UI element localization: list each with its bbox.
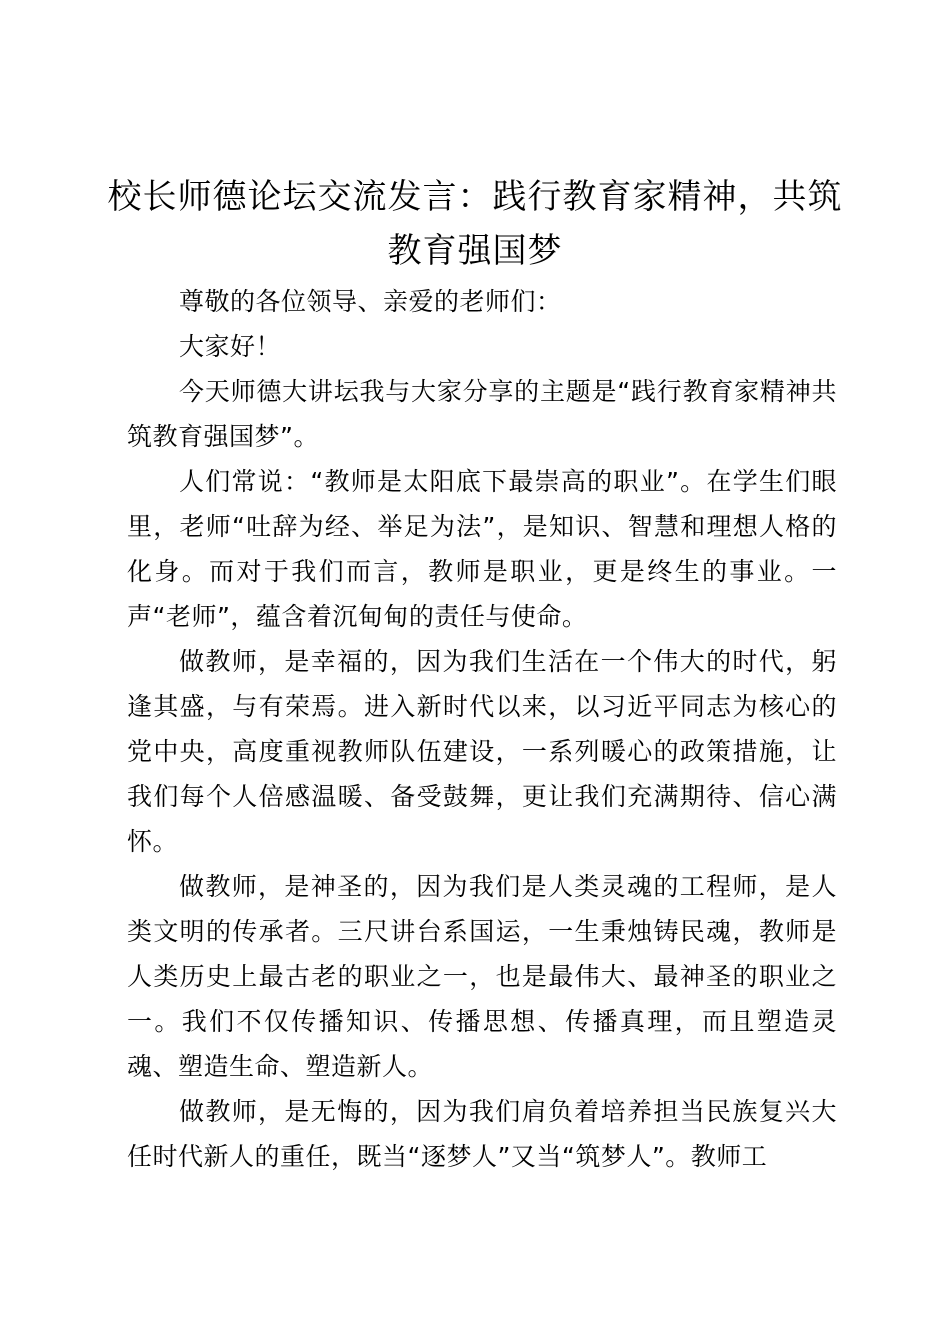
- salutation: 尊敬的各位领导、亲爱的老师们：: [179, 287, 562, 316]
- paragraph-topic: 今天师德大讲坛我与大家分享的主题是“践行教育家精神共筑教育强国梦”。: [127, 377, 837, 451]
- paragraph-happiness: 做教师，是幸福的，因为我们生活在一个伟大的时代，躬逢其盛，与有荣焉。进入新时代以来，以习近平同志为核心的党中央，高度重视教师队伍建设，一系列暖心的政策措施，让我们每个人倍感温暖、备受鼓舞，更让我们充满期待、信心满怀。: [127, 647, 837, 856]
- document-body: [127, 279, 837, 1179]
- greeting: 大家好！: [179, 332, 282, 361]
- document-title: 校长师德论坛交流发言：践行教育家精神，共筑教育强国梦: [107, 177, 843, 271]
- paragraph-no-regret: 做教师，是无悔的，因为我们肩负着培养担当民族复兴大任时代新人的重任，既当“逐梦人”又当“筑梦人”。教师工: [127, 1097, 837, 1171]
- paragraph-teacher-profession: 人们常说：“教师是太阳底下最崇高的职业”。在学生们眼里，老师“吐辞为经、举足为法”，是知识、智慧和理想人格的化身。而对于我们而言，教师是职业，更是终生的事业。一声“老师”，蕴含着沉甸甸的责任与使命。: [127, 467, 837, 631]
- paragraph-sacred: 做教师，是神圣的，因为我们是人类灵魂的工程师，是人类文明的传承者。三尺讲台系国运，一生秉烛铸民魂，教师是人类历史上最古老的职业之一，也是最伟大、最神圣的职业之一。我们不仅传播知识、传播思想、传播真理，而且塑造灵魂、塑造生命、塑造新人。: [127, 872, 837, 1081]
